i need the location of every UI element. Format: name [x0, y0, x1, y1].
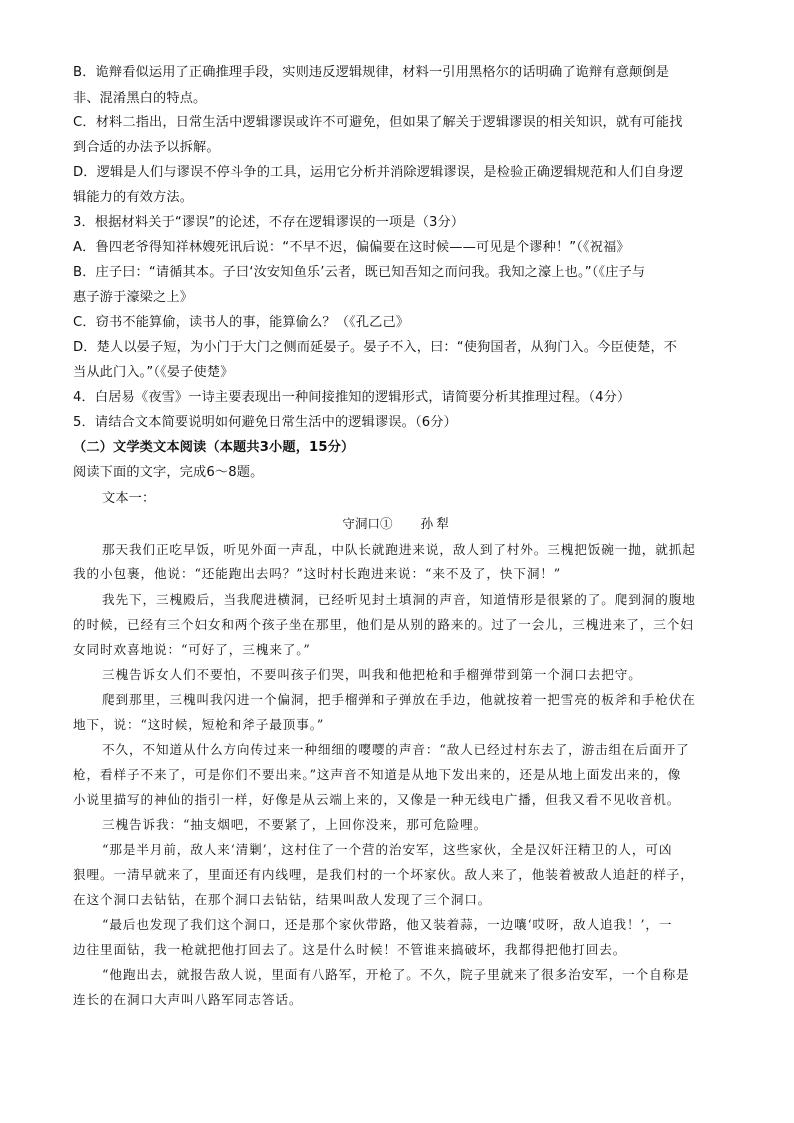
story-line: 边往里面钻，我一枪就把他打回去了。这是什么时候！不管谁来搞破坏，我都得把他打回去。 — [73, 942, 627, 957]
story-line: 小说里描写的神仙的指引一样，好像是从云端上来的，又像是一种无线电广播，但我又看不见收音机。 — [73, 792, 681, 807]
story-title-line — [0, 514, 794, 534]
section-heading: （二）文学类文本阅读（本题共3小题，15分） — [73, 440, 355, 455]
option-c-cont: 到合适的办法予以拆解。 — [73, 140, 220, 155]
story-line: 狠哩。一清早就来了，里面还有内线哩，是我们村的一个坏家伙。敌人来了，他装着被敌人追赶的样子， — [73, 867, 694, 882]
story-line: 地下，说：“这时候，短枪和斧子最顶事。” — [73, 717, 325, 732]
question-5: 5．请结合文本简要说明如何避免日常生活中的逻辑谬误。（6分） — [73, 415, 457, 430]
q3-option-d-cont: 当从此门入。”（《晏子使楚》 — [73, 365, 234, 380]
story-line: 在这个洞口去钻钻，在那个洞口去钻钻，结果叫敌人发现了三个洞口。 — [73, 892, 492, 907]
story-author: 孙犁 — [420, 516, 452, 531]
q3-option-d: D．楚人以晏子短，为小门于大门之侧而延晏子。晏子不入，曰：“使狗国者，从狗门入。今臣使楚，不 — [73, 340, 678, 355]
option-d: D．逻辑是人们与谬误不停斗争的工具，运用它分析并消除逻辑谬误，是检验正确逻辑规范和人们自身逻 — [73, 165, 684, 180]
q3-option-b-cont: 惠子游于濠梁之上》 — [73, 290, 194, 305]
story-title: 守洞口① — [342, 516, 393, 531]
story-paragraph: 三槐告诉我：“抽支烟吧，不要紧了，上回你没来，那可危险哩。 — [102, 817, 488, 832]
story-line: 的时候，已经有三个妇女和两个孩子坐在那里，他们是从别的路来的。过了一会儿，三槐进来了，三个妇 — [73, 617, 694, 632]
reading-instruction: 阅读下面的文字，完成6～8题。 — [73, 465, 264, 480]
story-line: 我的小包裹，他说：“还能跑出去吗？”这时村长跑进来说：“来不及了，快下洞！” — [73, 566, 562, 581]
option-d-cont: 辑能力的有效方法。 — [73, 190, 194, 205]
story-paragraph: 那天我们正吃早饭，听见外面一声乱，中队长就跑进来说，敌人到了村外。三槐把饭碗一抛，就抓起 — [102, 542, 696, 557]
text-one-label: 文本一： — [102, 491, 156, 506]
option-b-cont: 非、混淆黑白的特点。 — [73, 91, 207, 106]
option-c: C．材料二指出，日常生活中逻辑谬误或许不可避免，但如果了解关于逻辑谬误的相关知识，就有可能找 — [73, 115, 683, 130]
question-4: 4．白居易《夜雪》一诗主要表现出一种间接推知的逻辑形式，请简要分析其推理过程。（4分） — [73, 390, 631, 405]
q3-option-b: B．庄子曰：“请循其本。子曰‘汝安知鱼乐’云者，既已知吾知之而问我。我知之濠上也。”（《庄子与 — [73, 265, 646, 280]
q3-option-a: A．鲁四老爷得知祥林嫂死讯后说：“不早不迟，偏偏要在这时候——可见是个谬种！”（《祝福》 — [73, 240, 630, 255]
option-b: B．诡辩看似运用了正确推理手段，实则违反逻辑规律，材料一引用黑格尔的话明确了诡辩有意颠倒是 — [73, 65, 670, 80]
question-3: 3．根据材料关于“谬误”的论述，不存在逻辑谬误的一项是（3分） — [73, 215, 465, 230]
story-paragraph: “那是半月前，敌人来‘清剿’，这村住了一个营的治安军，这些家伙，全是汉奸汪精卫的人，可凶 — [102, 842, 673, 857]
story-line: 连长的在洞口大声叫八路军同志答话。 — [73, 992, 303, 1007]
story-paragraph: “他跑出去，就报告敌人说，里面有八路军，开枪了。不久，院子里就来了很多治安军，一个自称是 — [102, 967, 690, 982]
story-paragraph: 不久，不知道从什么方向传过来一种细细的嘤嘤的声音：“敌人已经过村东去了，游击组在后面开了 — [102, 742, 690, 757]
story-paragraph: 爬到那里，三槐叫我闪进一个偏洞，把手榴弹和子弹放在手边，他就按着一把雪亮的板斧和手枪伏在 — [102, 692, 696, 707]
q3-option-c: C．窃书不能算偷，读书人的事，能算偷么？（《孔乙己》 — [73, 315, 410, 330]
story-paragraph: “最后也发现了我们这个洞口，还是那个家伙带路，他又装着蒜，一边嚷‘哎呀，敌人追我！’，一 — [102, 917, 673, 932]
story-paragraph: 我先下，三槐殿后，当我爬进横洞，已经听见封土填洞的声音，知道情形是很紧的了。爬到洞的腹地 — [102, 592, 696, 607]
story-paragraph: 三槐告诉女人们不要怕，不要叫孩子们哭，叫我和他把枪和手榴弹带到第一个洞口去把守。 — [102, 667, 642, 682]
story-line: 枪，看样子不来了，可是你们不要出来。”这声音不知道是从地下发出来的，还是从地上面发出来的，像 — [73, 767, 682, 782]
story-line: 女同时欢喜地说：“可好了，三槐来了。” — [73, 642, 311, 657]
